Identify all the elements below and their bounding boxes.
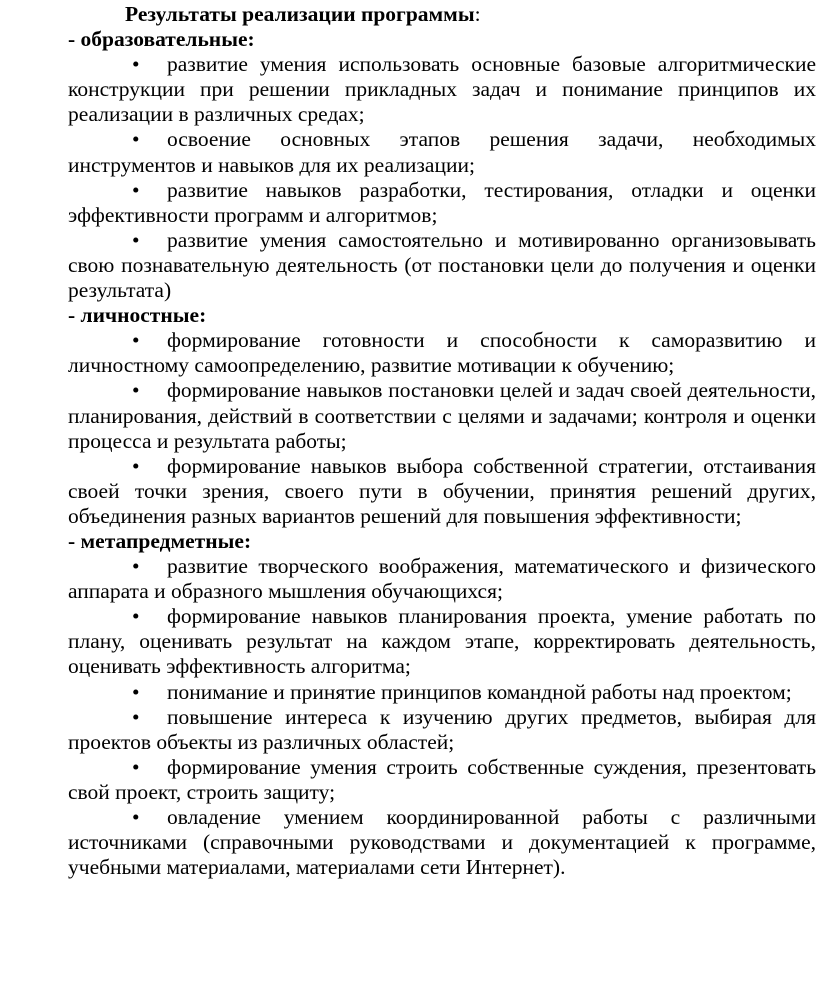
- list-item: [68, 805, 816, 880]
- list-item-text: формирование навыков постановки целей и задач своей деятельности, планирования, действий в соответствии с целями и задачами; контроля и оценки процесса и результата работы;: [68, 378, 816, 453]
- section-heading: - образовательные:: [68, 27, 255, 52]
- list-item-text: развитие умения самостоятельно и мотивированно организовывать свою познавательную деятельность (от постановки цели до получения и оценки результата): [68, 227, 816, 303]
- bullet-icon: •: [132, 177, 140, 202]
- section-metasubject: [68, 529, 816, 880]
- section-heading: - метапредметные:: [68, 528, 252, 553]
- list-item: [68, 228, 816, 303]
- bullet-icon: •: [132, 227, 140, 252]
- list-item: [68, 705, 816, 755]
- list-item-text: повышение интереса к изучению других предметов, выбирая для проектов объекты из различных областей;: [68, 704, 816, 754]
- bullet-icon: •: [132, 378, 140, 403]
- list-item-text: освоение основных этапов решения задачи, необходимых инструментов и навыков для их реализации;: [68, 127, 816, 177]
- bullet-icon: •: [132, 754, 140, 779]
- list-item-text: формирование навыков выбора собственной стратегии, отстаивания своей точки зрения, своего пути в обучении, принятия решений других, объединения разных вариантов решений для повышения эффективности;: [68, 453, 816, 528]
- list-item-text: овладение умением координированной работы с различными источниками (справочными руководствами и документацией к программе, учебными материалами, материалами сети Интернет).: [68, 805, 816, 880]
- section-heading: - личностные:: [68, 303, 207, 328]
- list-item: [68, 52, 816, 127]
- bullet-icon: •: [132, 453, 140, 478]
- list-item: [68, 755, 816, 805]
- list-item-text: формирование навыков планирования проекта, умение работать по плану, оценивать результат на каждом этапе, корректировать деятельность, оценивать эффективность алгоритма;: [68, 604, 816, 679]
- bullet-icon: •: [132, 805, 140, 829]
- document-title-text: Результаты реализации программы: [125, 2, 475, 26]
- bullet-icon: •: [132, 554, 140, 579]
- list-item: [68, 178, 816, 228]
- bullet-icon: •: [132, 679, 140, 704]
- list-item: [68, 680, 816, 705]
- list-item-text: формирование умения строить собственные суждения, презентовать свой проект, строить защиту;: [68, 754, 816, 804]
- list-item-text: формирование готовности и способности к саморазвитию и личностному самоопределению, развитие мотивации к обучению;: [68, 328, 816, 378]
- bullet-icon: •: [132, 52, 140, 77]
- list-item: [68, 604, 816, 679]
- list-item: [68, 127, 816, 177]
- list-item-text: развитие умения использовать основные базовые алгоритмические конструкции при решении прикладных задач и понимание принципов их реализации в различных средах;: [68, 52, 816, 127]
- results-sections: [68, 27, 816, 880]
- list-item: [68, 328, 816, 378]
- bullet-icon: •: [132, 328, 140, 353]
- list-item: [68, 554, 816, 604]
- bullet-icon: •: [132, 604, 140, 629]
- document-page: [68, 2, 816, 880]
- section-educational: [68, 27, 816, 303]
- list-item-text: развитие творческого воображения, математического и физического аппарата и образного мышления обучающихся;: [68, 554, 816, 604]
- section-personal: [68, 303, 816, 529]
- document-title-colon: :: [474, 2, 481, 26]
- list-item: [68, 378, 816, 453]
- bullet-icon: •: [132, 704, 140, 729]
- list-item-text: развитие навыков разработки, тестирования, отладки и оценки эффективности программ и алгоритмов;: [68, 177, 816, 227]
- list-item: [68, 454, 816, 529]
- document-title: [68, 2, 816, 27]
- list-item-text: понимание и принятие принципов командной работы над проектом;: [167, 679, 792, 704]
- bullet-icon: •: [132, 127, 140, 152]
